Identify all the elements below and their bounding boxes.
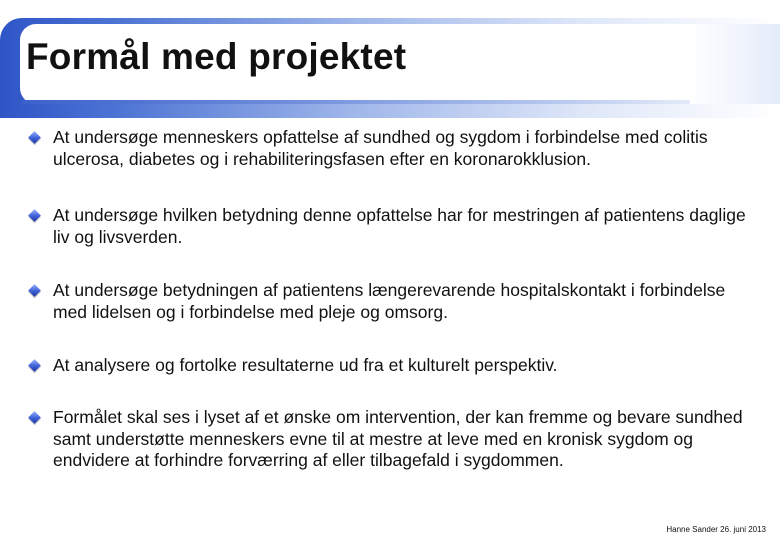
bullet-text: At undersøge hvilken betydning denne opfattelse har for mestringen af patientens daglige liv og livsverden. bbox=[53, 205, 746, 247]
bullet-text: Formålet skal ses i lyset af et ønske om intervention, der kan fremme og bevare sundhed samt understøtte menneskers evne til at mestre at leve med en kronisk sygdom og endvidere at forhindre forværring af eller tilbagefald i sygdommen. bbox=[53, 407, 743, 470]
bullet-text: At analysere og fortolke resultaterne ud fra et kulturelt perspektiv. bbox=[53, 355, 558, 375]
bullet-text: At undersøge menneskers opfattelse af sundhed og sygdom i forbindelse med colitis ulcerosa, diabetes og i rehabiliteringsfasen efter en koronarokklusion. bbox=[53, 127, 708, 169]
diamond-bullet-icon bbox=[28, 209, 41, 222]
diamond-bullet-icon bbox=[28, 411, 41, 424]
diamond-bullet-icon bbox=[28, 131, 41, 144]
footer-author-date: Hanne Sander 26. juni 2013 bbox=[666, 525, 766, 534]
slide-title: Formål med projektet bbox=[26, 36, 407, 77]
bullet-text: At undersøge betydningen af patientens længerevarende hospitalskontakt i forbindelse med lidelsen og i forbindelse med pleje og omsorg. bbox=[53, 280, 726, 322]
diamond-bullet-icon bbox=[28, 284, 41, 297]
diamond-bullet-icon bbox=[28, 359, 41, 372]
